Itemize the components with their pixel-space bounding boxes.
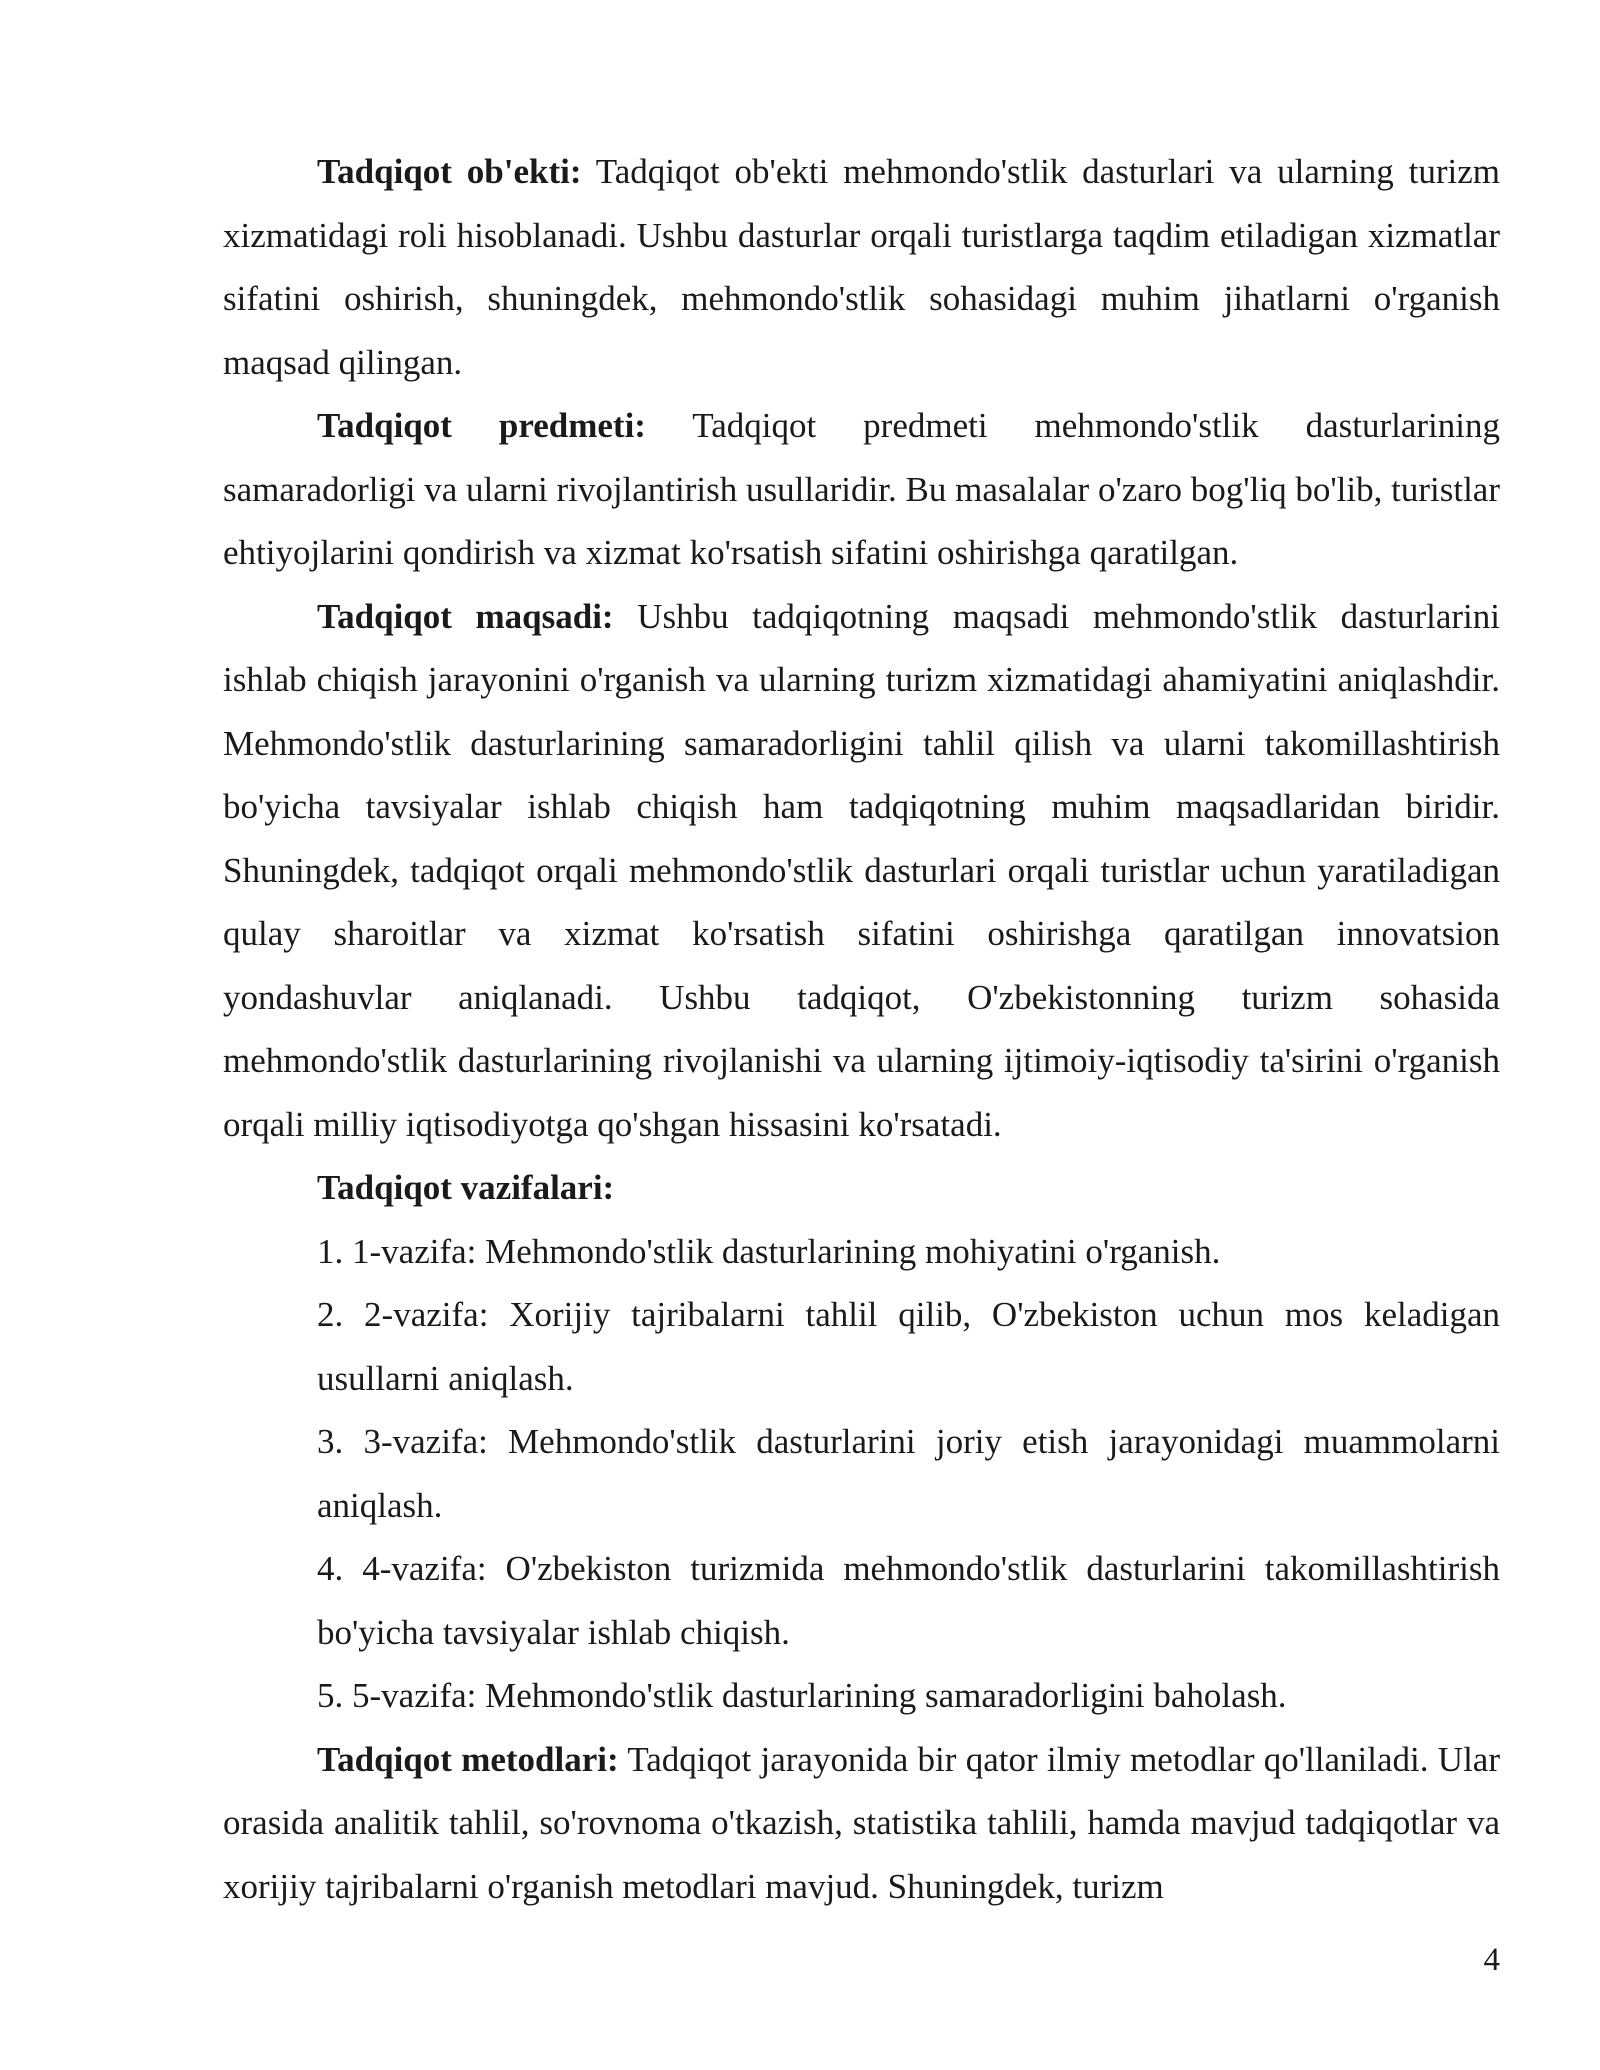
task-item-5: 5. 5-vazifa: Mehmondo'stlik dasturlarining samaradorligini baholash. [317, 1676, 1287, 1715]
research-subject-text: Tadqiqot predmeti mehmondo'stlik dasturlarining samaradorligi va ularni rivojlantirish usullaridir. Bu masalalar o'zaro bog'liq bo'lib, turistlar ehtiyojlarini qondirish va xizmat ko'rsatish sifatini oshirishga qaratilgan. [223, 406, 1500, 572]
research-goal-text: Ushbu tadqiqotning maqsadi mehmondo'stlik dasturlarini ishlab chiqish jarayonini o'rganish va ularning turizm xizmatidagi ahamiyatini aniqlashdir. Mehmondo'stlik dasturlarining samaradorligini tahlil qilish va ularni takomillashtirish bo'yicha tavsiyalar ishlab chiqish ham tadqiqotning muhim maqsadlaridan biridir. Shuningdek, tadqiqot orqali mehmondo'stlik dasturlari orqali turistlar uchun yaratiladigan qulay sharoitlar va xizmat ko'rsatish sifatini oshirishga qaratilgan innovatsion yondashuvlar aniqlanadi. Ushbu tadqiqot, O'zbekistonning turizm sohasida mehmondo'stlik dasturlarining rivojlanishi va ularning ijtimoiy-iqtisodiy ta'sirini o'rganish orqali milliy iqtisodiyotga qo'shgan hissasini ko'rsatadi. [223, 596, 1500, 1144]
research-object-paragraph [223, 140, 1500, 394]
research-object-label: Tadqiqot ob'ekti: [317, 152, 582, 191]
research-subject-label: Tadqiqot predmeti: [317, 406, 646, 445]
task-item-4: 4. 4-vazifa: O'zbekiston turizmida mehmondo'stlik dasturlarini takomillashtirish bo'yicha tavsiyalar ishlab chiqish. [317, 1549, 1500, 1652]
document-body [223, 140, 1500, 1918]
research-methods-text: Tadqiqot jarayonida bir qator ilmiy metodlar qo'llaniladi. Ular orasida analitik tahlil, so'rovnoma o'tkazish, statistika tahlili, hamda mavjud tadqiqotlar va xorijiy tajribalarni o'rganish metodlari mavjud. Shuningdek, turizm [223, 1739, 1500, 1906]
research-tasks-label: Tadqiqot vazifalari: [317, 1168, 615, 1207]
research-object-text: Tadqiqot ob'ekti mehmondo'stlik dasturlari va ularning turizm xizmatidagi roli hisoblanadi. Ushbu dasturlar orqali turistlarga taqdim etiladigan xizmatlar sifatini oshirish, shuningdek, mehmondo'stlik sohasidagi muhim jihatlarni o'rganish maqsad qilingan. [223, 152, 1500, 382]
research-goal-label: Tadqiqot maqsadi: [317, 596, 614, 636]
research-tasks-heading [223, 1156, 1500, 1220]
research-goal-paragraph [223, 585, 1500, 1157]
task-item-1: 1. 1-vazifa: Mehmondo'stlik dasturlarining mohiyatini o'rganish. [317, 1231, 1221, 1271]
page-number: 4 [1483, 1942, 1500, 1978]
research-subject-paragraph [223, 394, 1500, 585]
research-methods-paragraph [223, 1728, 1500, 1919]
task-item-2: 2. 2-vazifa: Xorijiy tajribalarni tahlil qilib, O'zbekiston uchun mos keladigan usullarni aniqlash. [317, 1295, 1500, 1398]
task-item-3: 3. 3-vazifa: Mehmondo'stlik dasturlarini joriy etish jarayonidagi muammolarni aniqlash. [317, 1422, 1500, 1525]
research-methods-label: Tadqiqot metodlari: [317, 1739, 619, 1779]
